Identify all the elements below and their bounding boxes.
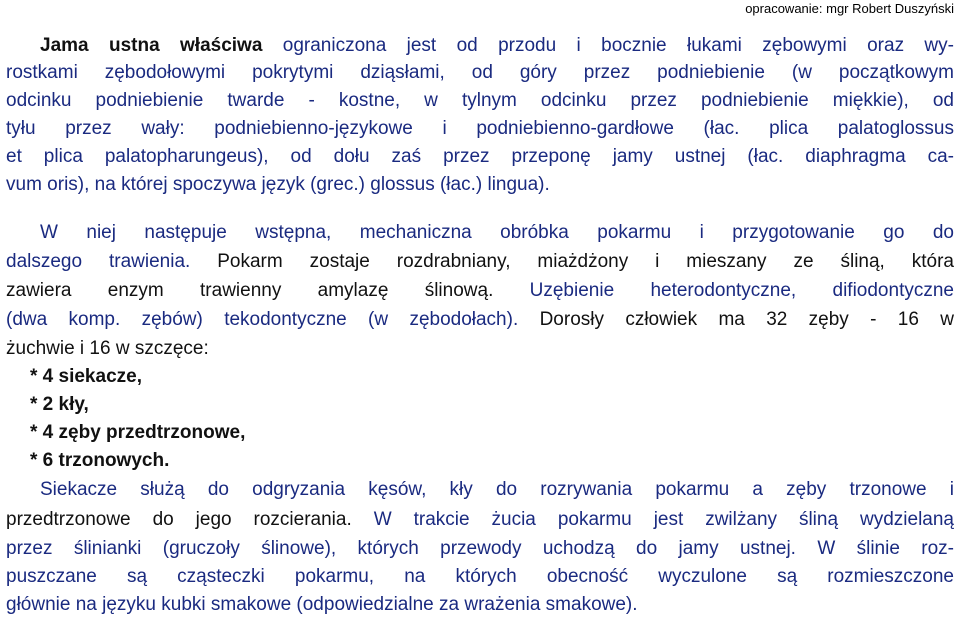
author-header: opracowanie: mgr Robert Duszyński bbox=[745, 1, 954, 16]
paragraph1-line4: tyłu przez wały: podniebienno-językowe i podniebienno-gardłowe (łac. plica palatoglossus bbox=[6, 118, 954, 139]
paragraph2-line4: (dwa komp. zębów) tekodontyczne (w zębodołach). Dorosły człowiek ma 32 zęby - 16 w bbox=[6, 309, 955, 330]
paragraph1-line2: rostkami zębodołowymi pokrytymi dziąsłami, od góry przez podniebienie (w początkowym bbox=[6, 62, 954, 83]
paragraph3-line2: przedtrzonowe do jego rozcierania. W trakcie żucia pokarmu jest zwilżany śliną wydzielaną bbox=[6, 509, 954, 530]
list-item-siekacze: * 4 siekacze, bbox=[30, 366, 142, 387]
list-item-przedtrzonowe: * 4 zęby przedtrzonowe, bbox=[30, 422, 246, 443]
paragraph3-line5: głównie na języku kubki smakowe (odpowiedzialne za wrażenia smakowe). bbox=[6, 594, 638, 615]
paragraph1-line1: Jama ustna właściwa ograniczona jest od przodu i bocznie łukami zębowymi oraz wy- bbox=[40, 35, 954, 56]
paragraph2-line5: żuchwie i 16 w szczęce: bbox=[6, 338, 209, 359]
list-item-trzonowe: * 6 trzonowych. bbox=[30, 450, 170, 471]
paragraph1-line6: vum oris), na której spoczywa język (grec.) glossus (łac.) lingua). bbox=[6, 174, 550, 195]
term-jama-ustna: Jama ustna właściwa bbox=[40, 35, 263, 56]
paragraph2-line2: dalszego trawienia. Pokarm zostaje rozdrabniany, miażdżony i mieszany ze śliną, która bbox=[6, 251, 954, 272]
paragraph3-line3: przez ślinianki (gruczoły ślinowe), których przewody uchodzą do jamy ustnej. W ślinie roz- bbox=[6, 538, 954, 559]
paragraph1-line5: et plica palatopharungeus), od dołu zaś przez przeponę jamy ustnej (łac. diaphragma ca- bbox=[6, 146, 954, 167]
paragraph3-line1: Siekacze służą do odgryzania kęsów, kły do rozrywania pokarmu a zęby trzonowe i bbox=[40, 479, 954, 500]
paragraph2-line1: W niej następuje wstępna, mechaniczna obróbka pokarmu i przygotowanie go do bbox=[40, 222, 954, 243]
paragraph1-line3: odcinku podniebienie twarde - kostne, w tylnym odcinku przez podniebienie miękkie), od bbox=[6, 90, 954, 111]
paragraph2-line3: zawiera enzym trawienny amylazę ślinową. Uzębienie heterodontyczne, difiodontyczne bbox=[6, 280, 954, 301]
list-item-kly: * 2 kły, bbox=[30, 394, 89, 415]
paragraph3-line4: puszczane są cząsteczki pokarmu, na których obecność wyczulone są rozmieszczone bbox=[6, 566, 954, 587]
